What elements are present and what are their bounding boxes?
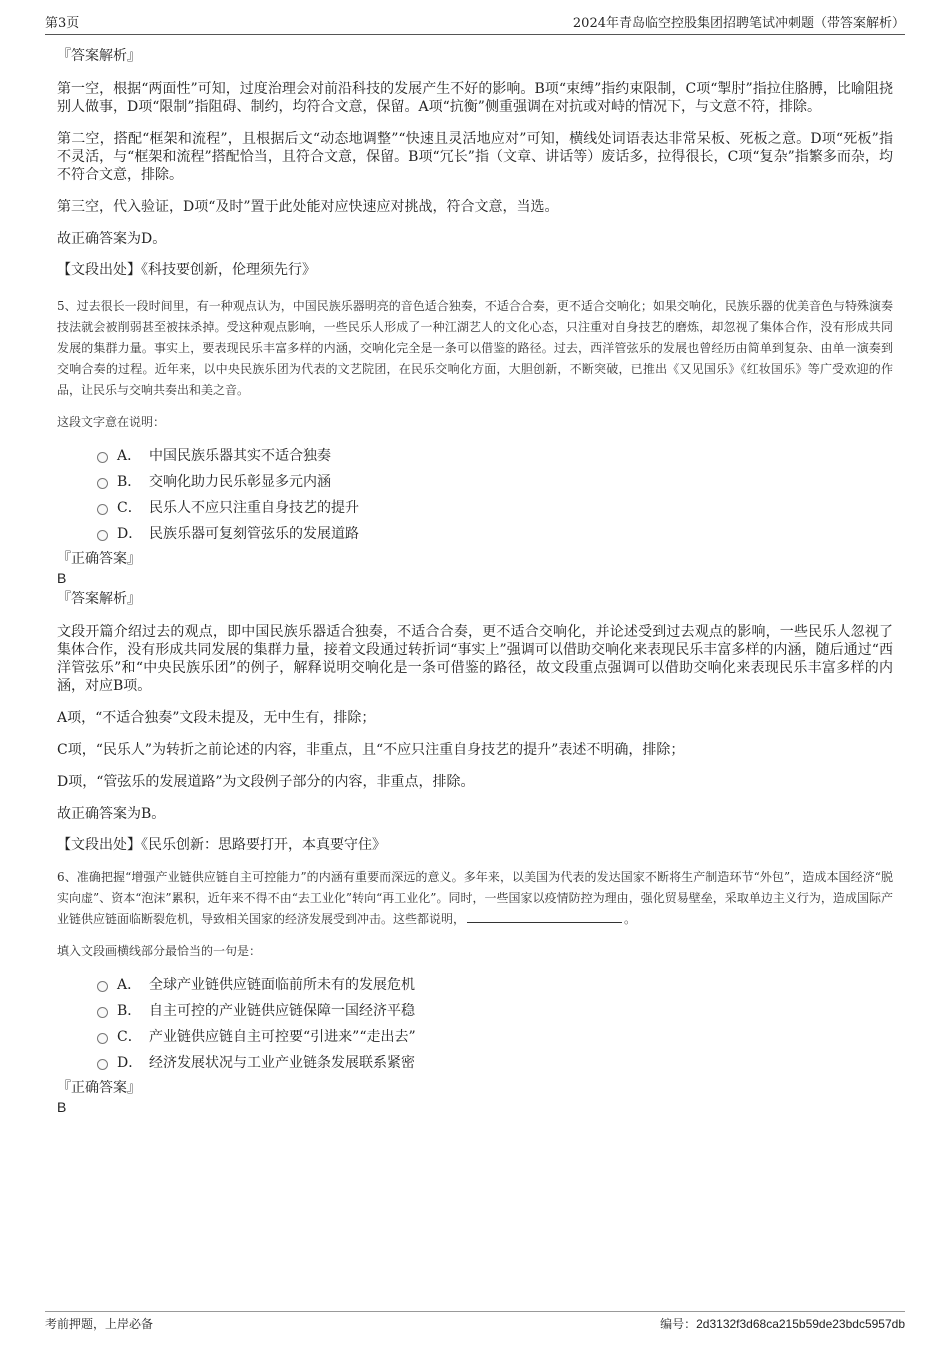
q5-analysis-label: 『答案解析』 xyxy=(57,591,141,607)
option-letter: C． xyxy=(117,1029,142,1045)
q5-answer: B xyxy=(57,570,67,586)
q4-analysis-p1: 第一空，根据“两面性”可知，过度治理会对前沿科技的发展产生不好的影响。B项“束缚”指约束限制，C项“掣肘”指拉住胳膊，比喻阻挠别人做事，D项“限制”指阻碍、制约，均符合文意，保留。A项“抗衡”侧重强调在对抗或对峙的情况下，与文意不符，排除。 xyxy=(57,81,893,115)
radio-icon[interactable] xyxy=(97,1007,108,1018)
q5-options xyxy=(57,443,893,547)
option-letter: B． xyxy=(117,1003,142,1019)
option-text: 经济发展状况与工业产业链条发展联系紧密 xyxy=(149,1055,415,1071)
q5-source: 【文段出处】《民乐创新：思路要打开，本真要守住》 xyxy=(57,837,386,853)
q5-option-c[interactable] xyxy=(97,495,893,521)
page-content xyxy=(57,46,893,1116)
q5-analysis: 文段开篇介绍过去的观点，即中国民族乐器适合独奏，不适合合奏，更不适合交响化，并论述受到过去观点的影响，一些民乐人忽视了集体合作，没有形成共同发展的集群力量，接着文段通过转折词“事实上”强调可以借助交响化来表现民乐丰富多样的内涵，随后通过“西洋管弦乐”和“中央民族乐团”的例子，解释说明交响化是一条可借鉴的路径，故文段重点强调可以借助交响化来表现民乐丰富多样的内涵，对应B项。 xyxy=(57,624,893,694)
radio-icon[interactable] xyxy=(97,478,108,489)
q4-analysis-p2: 第二空，搭配“框架和流程”，且根据后文“动态地调整”“快速且灵活地应对”可知，横线处词语表达非常呆板、死板之意。D项“死板”指不灵活，与“框架和流程”搭配恰当，且符合文意，保留。B项“冗长”指（文章、讲话等）废话多，拉得很长，C项“复杂”指繁多而杂，均不符合文意，排除。 xyxy=(57,131,893,183)
q6-stem-end: 。 xyxy=(624,912,637,926)
option-letter: A． xyxy=(117,977,142,993)
radio-icon[interactable] xyxy=(97,452,108,463)
option-text: 自主可控的产业链供应链保障一国经济平稳 xyxy=(149,1003,415,1019)
option-letter: D． xyxy=(117,1055,143,1071)
page-header xyxy=(45,14,905,35)
q6-prompt: 填入文段画横线部分最恰当的一句是： xyxy=(57,944,262,958)
footer-code-value: 2d3132f3d68ca215b59de23bdc5957db xyxy=(696,1317,905,1331)
q6-option-d[interactable] xyxy=(97,1050,893,1076)
q5-note-c: C项，“民乐人”为转折之前论述的内容，非重点，且“不应只注重自身技艺的提升”表述不明确，排除； xyxy=(57,742,685,758)
radio-icon[interactable] xyxy=(97,1033,108,1044)
q6-option-a[interactable] xyxy=(97,972,893,998)
footer-slogan: 考前押题，上岸必备 xyxy=(45,1317,154,1331)
radio-icon[interactable] xyxy=(97,981,108,992)
option-text: 交响化助力民乐彰显多元内涵 xyxy=(149,474,331,490)
radio-icon[interactable] xyxy=(97,530,108,541)
q6-stem-text: 6、准确把握“增强产业链供应链自主可控能力”的内涵有重要而深远的意义。多年来，以美国为代表的发达国家不断将生产制造环节“外包”，造成本国经济“脱实向虚”、资本“泡沫”累积，近年来不得不由“去工业化”转向“再工业化”。同时，一些国家以疫情防控为理由，强化贸易壁垒，采取单边主义行为，造成国际产业链供应链面临断裂危机，导致相关国家的经济发展受到冲击。这些都说明， xyxy=(57,870,893,926)
radio-icon[interactable] xyxy=(97,504,108,515)
q5-note-d: D项，“管弦乐的发展道路”为文段例子部分的内容，非重点，排除。 xyxy=(57,774,475,790)
q5-option-b[interactable] xyxy=(97,469,893,495)
q6-option-b[interactable] xyxy=(97,998,893,1024)
option-text: 民乐人不应只注重自身技艺的提升 xyxy=(149,500,359,516)
q5-answer-label: 『正确答案』 xyxy=(57,551,141,567)
q4-analysis-p3: 第三空，代入验证，D项“及时”置于此处能对应快速应对挑战，符合文意，当选。 xyxy=(57,199,559,215)
q6-options xyxy=(57,972,893,1076)
page-footer xyxy=(45,1311,905,1334)
option-text: 全球产业链供应链面临前所未有的发展危机 xyxy=(149,977,415,993)
q5-conclusion: 故正确答案为B。 xyxy=(57,806,166,822)
q6-option-c[interactable] xyxy=(97,1024,893,1050)
option-letter: C． xyxy=(117,500,142,516)
option-letter: D． xyxy=(117,526,143,542)
radio-icon[interactable] xyxy=(97,1059,108,1070)
q4-conclusion: 故正确答案为D。 xyxy=(57,231,167,247)
option-letter: B． xyxy=(117,474,142,490)
footer-code xyxy=(660,1313,905,1335)
option-text: 产业链供应链自主可控要“引进来”“走出去” xyxy=(149,1029,416,1045)
document-title: 2024年青岛临空控股集团招聘笔试冲刺题（带答案解析） xyxy=(572,16,905,31)
q4-source: 【文段出处】《科技要创新，伦理须先行》 xyxy=(57,262,316,278)
q5-option-d[interactable] xyxy=(97,521,893,547)
q5-option-a[interactable] xyxy=(97,443,893,469)
fill-blank-line xyxy=(467,910,622,923)
q4-analysis-label: 『答案解析』 xyxy=(57,48,141,64)
q5-prompt: 这段文字意在说明： xyxy=(57,415,166,429)
option-text: 中国民族乐器其实不适合独奏 xyxy=(149,448,331,464)
option-text: 民族乐器可复刻管弦乐的发展道路 xyxy=(149,526,359,542)
q5-note-a: A项，“不适合独奏”文段未提及，无中生有，排除； xyxy=(57,710,376,726)
q5-stem: 5、过去很长一段时间里，有一种观点认为，中国民族乐器明亮的音色适合独奏，不适合合奏，更不适合交响化；如果交响化，民族乐器的优美音色与特殊演奏技法就会被削弱甚至被抹杀掉。受这种观点影响，一些民乐人形成了一种江湖艺人的文化心态，只注重对自身技艺的磨炼，却忽视了集体合作，没有形成共同发展的集群力量。事实上，要表现民乐丰富多样的内涵，交响化完全是一条可以借鉴的路径。过去，西洋管弦乐的发展也曾经历由简单到复杂、由单一演奏到交响合奏的过程。近年来，以中央民族乐团为代表的文艺院团，在民乐交响化方面，大胆创新，不断突破，已推出《又见国乐》《红妆国乐》等广受欢迎的作品，让民乐与交响共奏出和美之音。 xyxy=(57,299,893,397)
q6-answer: B xyxy=(57,1099,67,1115)
option-letter: A． xyxy=(117,448,142,464)
page-number: 第3页 xyxy=(45,16,80,31)
footer-code-label: 编号： xyxy=(660,1317,697,1331)
q6-answer-label: 『正确答案』 xyxy=(57,1080,141,1096)
q6-stem xyxy=(57,867,893,930)
